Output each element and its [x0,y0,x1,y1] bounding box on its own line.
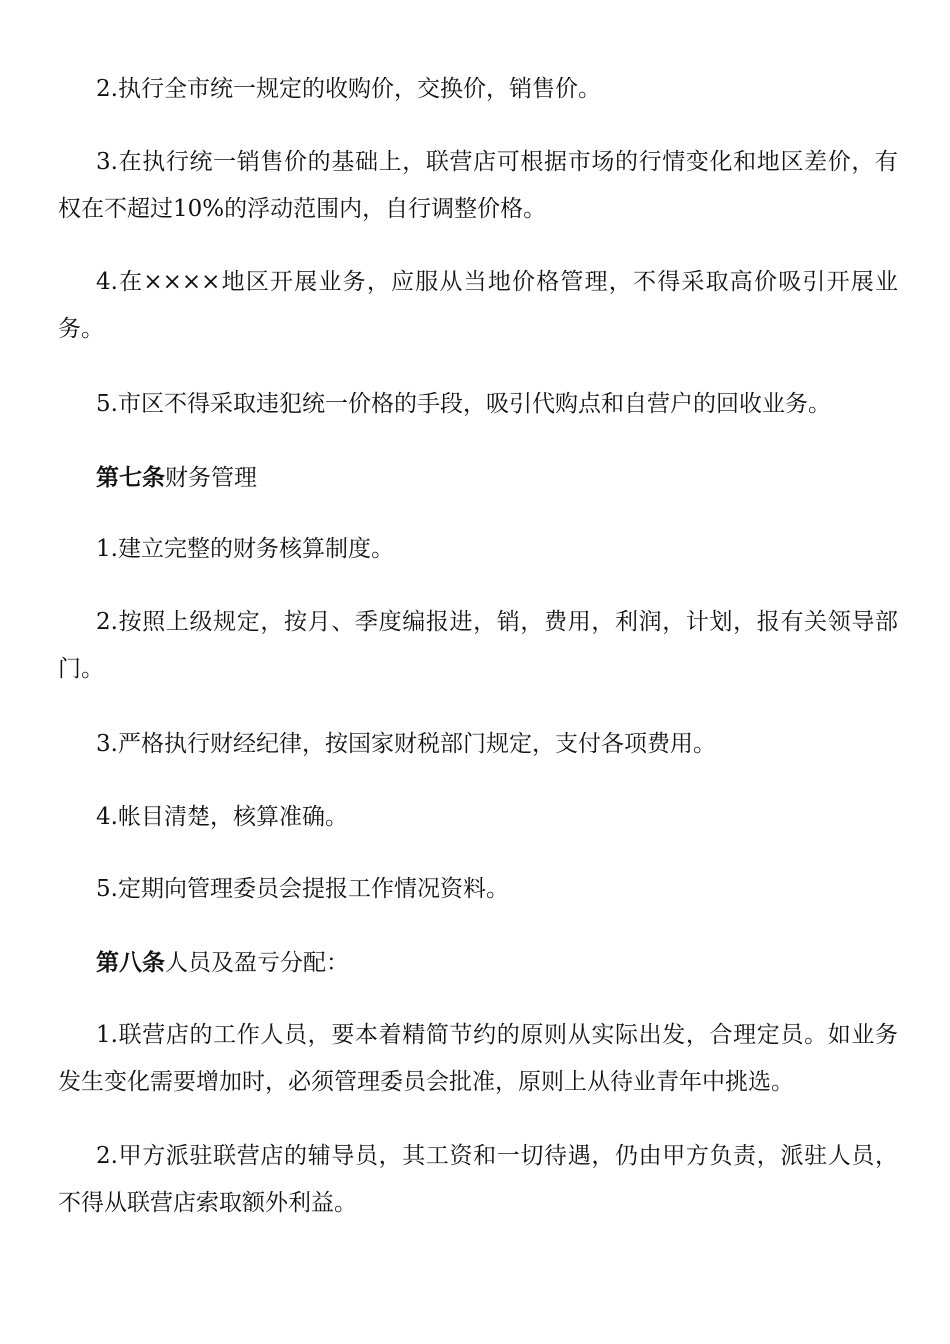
finance-item-5: 5.定期向管理委员会提报工作情况资料。 [96,876,509,902]
finance-item-1: 1.建立完整的财务核算制度。 [96,536,394,562]
article-8-heading [96,939,349,987]
article-7-title: 财务管理 [165,465,257,491]
article-7-heading [96,454,257,502]
price-item-4: 4.在××××地区开展业务，应服从当地价格管理，不得采取高价吸引开展业务。 [58,269,898,342]
staff-item-1: 1.联营店的工作人员，要本着精简节约的原则从实际出发，合理定员。如业务发生变化需要增加时，必须管理委员会批准，原则上从待业青年中挑选。 [58,1022,898,1095]
finance-item-4: 4.帐目清楚，核算准确。 [96,804,348,830]
article-8-title: 人员及盈亏分配： [165,950,349,976]
price-item-3: 3.在执行统一销售价的基础上，联营店可根据市场的行情变化和地区差价，有权在不超过10%的浮动范围内，自行调整价格。 [58,149,898,222]
article-7-label: 第七条 [96,464,165,491]
price-item-2: 2.执行全市统一规定的收购价，交换价，销售价。 [96,76,601,102]
finance-item-3: 3.严格执行财经纪律，按国家财税部门规定，支付各项费用。 [96,731,716,757]
staff-item-2: 2.甲方派驻联营店的辅导员，其工资和一切待遇，仍由甲方负责，派驻人员，不得从联营店索取额外利益。 [58,1143,898,1216]
price-item-5: 5.市区不得采取违犯统一价格的手段，吸引代购点和自营户的回收业务。 [96,391,831,417]
finance-item-2: 2.按照上级规定，按月、季度编报进，销，费用，利润，计划，报有关领导部门。 [58,609,898,682]
article-8-label: 第八条 [96,949,165,976]
